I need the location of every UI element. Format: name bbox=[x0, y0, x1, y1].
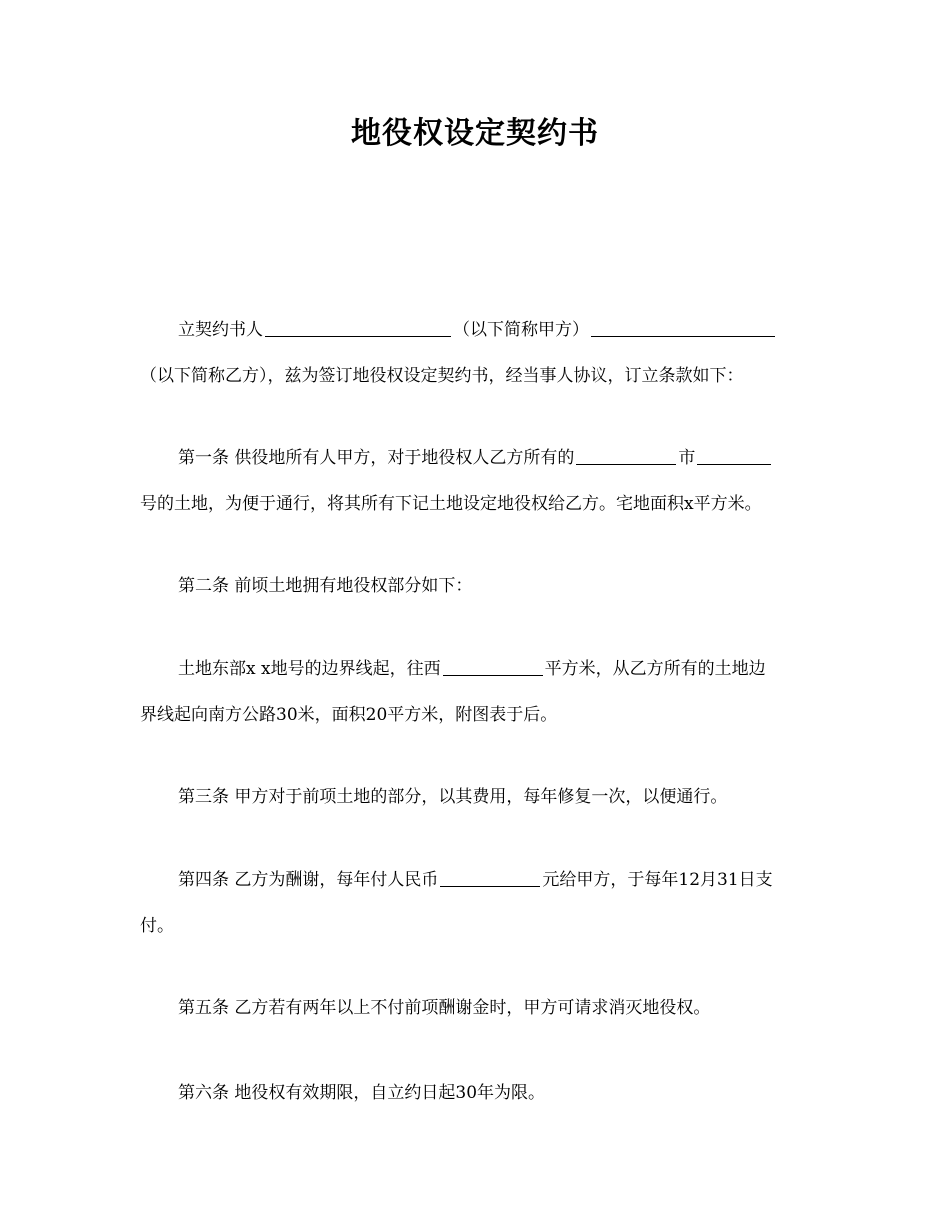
article-4-line-2: 付。 bbox=[140, 916, 174, 936]
article-1-text-b: 市 bbox=[678, 448, 696, 468]
article-2-paragraph bbox=[140, 563, 812, 609]
preamble-line-1 bbox=[140, 307, 812, 353]
article-1-paragraph bbox=[140, 435, 812, 527]
party-b-blank bbox=[591, 319, 775, 337]
article-5-line-1: 第五条 乙方若有两年以上不付前项酬谢金时，甲方可请求消灭地役权。 bbox=[178, 998, 711, 1018]
party-label: 立契约书人 bbox=[178, 320, 263, 340]
article-4-text-a: 第四条 乙方为酬谢，每年付人民币 bbox=[178, 870, 439, 890]
article-5-paragraph bbox=[140, 985, 812, 1031]
number-blank bbox=[697, 447, 771, 465]
party-a-note: （以下简称甲方） bbox=[453, 320, 589, 340]
article-1-text-a: 第一条 供役地所有人甲方，对于地役权人乙方所有的 bbox=[178, 448, 575, 468]
area-blank bbox=[443, 658, 543, 676]
payment-blank bbox=[440, 869, 540, 887]
article-2-detail-line-1 bbox=[140, 646, 812, 692]
preamble-paragraph bbox=[140, 307, 812, 399]
article-2-detail-text-a: 土地东部x x地号的边界线起，往西 bbox=[178, 659, 441, 679]
party-a-blank bbox=[265, 319, 451, 337]
article-3-paragraph bbox=[140, 774, 812, 820]
article-2-detail-line-2: 界线起向南方公路30米，面积20平方米，附图表于后。 bbox=[140, 705, 558, 725]
article-1-line-2: 号的土地，为便于通行，将其所有下记土地设定地役权给乙方。宅地面积x平方米。 bbox=[140, 494, 762, 514]
article-4-text-b: 元给甲方，于每年12月31日支 bbox=[542, 870, 773, 890]
article-6-paragraph bbox=[140, 1070, 812, 1116]
article-4-line-1 bbox=[140, 857, 812, 903]
article-1-line-1 bbox=[140, 435, 812, 481]
document-title: 地役权设定契约书 bbox=[351, 116, 599, 151]
article-4-paragraph bbox=[140, 857, 812, 949]
article-2-detail-paragraph bbox=[140, 646, 812, 738]
article-2-detail-text-b: 平方米，从乙方所有的土地边 bbox=[544, 659, 766, 679]
article-3-line-1: 第三条 甲方对于前项土地的部分，以其费用，每年修复一次，以便通行。 bbox=[178, 787, 728, 807]
article-2-line-1: 第二条 前顷土地拥有地役权部分如下： bbox=[178, 576, 473, 596]
city-blank bbox=[576, 447, 676, 465]
preamble-line-2: （以下简称乙方），兹为签订地役权设定契约书，经当事人协议，订立条款如下： bbox=[140, 366, 744, 386]
article-6-line-1: 第六条 地役权有效期限，自立约日起30年为限。 bbox=[178, 1083, 546, 1103]
